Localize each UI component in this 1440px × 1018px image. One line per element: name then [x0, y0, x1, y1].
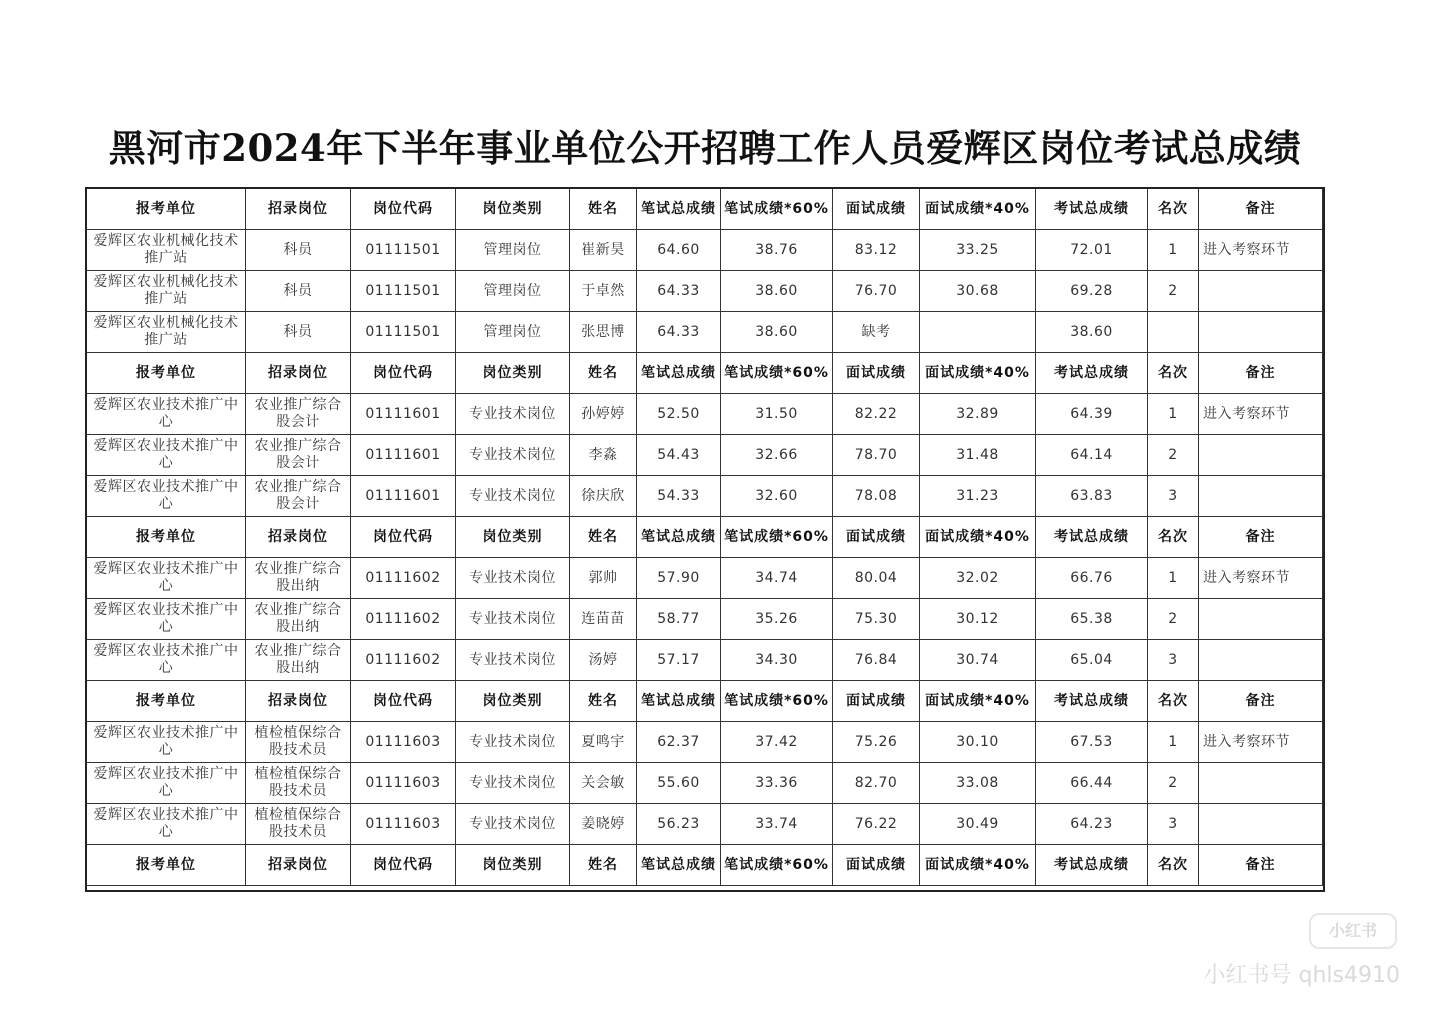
- cell-unit: 爱辉区农业机械化技术推广站: [87, 271, 246, 312]
- cell-written-total: 55.60: [637, 763, 721, 804]
- cell-category: 专业技术岗位: [456, 476, 570, 517]
- cell-position: 农业推广综合股出纳: [246, 558, 351, 599]
- header-code: 岗位代码: [351, 845, 456, 886]
- cell-written-60: 33.74: [721, 804, 833, 845]
- header-interview-40: 面试成绩*40%: [920, 189, 1036, 230]
- cell-code: 01111601: [351, 394, 456, 435]
- cell-interview: 75.26: [833, 722, 920, 763]
- cell-position: 植检植保综合股技术员: [246, 722, 351, 763]
- table-row: [87, 476, 1323, 517]
- header-category: 岗位类别: [456, 681, 570, 722]
- header-remark: 备注: [1199, 353, 1323, 394]
- header-code: 岗位代码: [351, 189, 456, 230]
- cell-position: 农业推广综合股出纳: [246, 640, 351, 681]
- table-row: [87, 763, 1323, 804]
- cell-remark: [1199, 435, 1323, 476]
- cell-category: 专业技术岗位: [456, 763, 570, 804]
- cell-unit: 爱辉区农业技术推广中心: [87, 435, 246, 476]
- watermark-text: 小红书号 qhls4910: [1203, 963, 1400, 988]
- table-header-row: [87, 353, 1323, 394]
- cell-code: 01111602: [351, 599, 456, 640]
- cell-total: 38.60: [1036, 312, 1148, 353]
- cell-total: 64.23: [1036, 804, 1148, 845]
- cell-written-60: 34.30: [721, 640, 833, 681]
- cell-total: 66.76: [1036, 558, 1148, 599]
- cell-name: 汤婷: [570, 640, 637, 681]
- cell-written-60: 32.60: [721, 476, 833, 517]
- header-interview: 面试成绩: [833, 189, 920, 230]
- cell-code: 01111603: [351, 763, 456, 804]
- header-total: 考试总成绩: [1036, 189, 1148, 230]
- table-row: [87, 230, 1323, 271]
- cell-unit: 爱辉区农业技术推广中心: [87, 599, 246, 640]
- header-remark: 备注: [1199, 681, 1323, 722]
- header-written-60: 笔试成绩*60%: [721, 189, 833, 230]
- cell-remark: 进入考察环节: [1199, 722, 1323, 763]
- cell-written-60: 38.60: [721, 271, 833, 312]
- header-total: 考试总成绩: [1036, 845, 1148, 886]
- cell-remark: 进入考察环节: [1199, 558, 1323, 599]
- cell-total: 63.83: [1036, 476, 1148, 517]
- cell-code: 01111601: [351, 476, 456, 517]
- header-name: 姓名: [570, 189, 637, 230]
- cell-code: 01111501: [351, 230, 456, 271]
- cell-position: 科员: [246, 271, 351, 312]
- header-interview: 面试成绩: [833, 681, 920, 722]
- cell-interview-40: 30.12: [920, 599, 1036, 640]
- table-row: [87, 394, 1323, 435]
- cell-unit: 爱辉区农业技术推广中心: [87, 558, 246, 599]
- header-position: 招录岗位: [246, 189, 351, 230]
- xiaohongshu-logo: 小红书: [1309, 913, 1397, 949]
- cell-interview-40: 33.25: [920, 230, 1036, 271]
- cell-written-total: 56.23: [637, 804, 721, 845]
- cell-position: 植检植保综合股技术员: [246, 804, 351, 845]
- cell-interview: 76.70: [833, 271, 920, 312]
- header-category: 岗位类别: [456, 353, 570, 394]
- header-written-total: 笔试总成绩: [637, 353, 721, 394]
- header-unit: 报考单位: [87, 681, 246, 722]
- header-written-total: 笔试总成绩: [637, 517, 721, 558]
- cell-interview-40: 30.68: [920, 271, 1036, 312]
- cell-position: 农业推广综合股会计: [246, 435, 351, 476]
- cell-remark: 进入考察环节: [1199, 394, 1323, 435]
- cell-total: 66.44: [1036, 763, 1148, 804]
- cell-code: 01111603: [351, 722, 456, 763]
- cell-category: 管理岗位: [456, 230, 570, 271]
- cell-written-60: 34.74: [721, 558, 833, 599]
- cell-written-total: 62.37: [637, 722, 721, 763]
- cell-position: 科员: [246, 230, 351, 271]
- table-row: [87, 312, 1323, 353]
- cell-total: 69.28: [1036, 271, 1148, 312]
- cell-written-60: 38.60: [721, 312, 833, 353]
- header-name: 姓名: [570, 353, 637, 394]
- header-interview: 面试成绩: [833, 517, 920, 558]
- header-written-total: 笔试总成绩: [637, 189, 721, 230]
- cell-interview: 缺考: [833, 312, 920, 353]
- cell-name: 关会敏: [570, 763, 637, 804]
- cell-code: 01111602: [351, 558, 456, 599]
- table-row: [87, 722, 1323, 763]
- cell-rank: 2: [1148, 599, 1199, 640]
- header-rank: 名次: [1148, 681, 1199, 722]
- cell-name: 张思博: [570, 312, 637, 353]
- header-interview-40: 面试成绩*40%: [920, 353, 1036, 394]
- header-unit: 报考单位: [87, 189, 246, 230]
- header-category: 岗位类别: [456, 517, 570, 558]
- header-name: 姓名: [570, 681, 637, 722]
- cell-category: 专业技术岗位: [456, 722, 570, 763]
- header-written-60: 笔试成绩*60%: [721, 845, 833, 886]
- cell-name: 连苗苗: [570, 599, 637, 640]
- header-rank: 名次: [1148, 845, 1199, 886]
- cell-rank: 3: [1148, 476, 1199, 517]
- cell-interview: 82.70: [833, 763, 920, 804]
- header-code: 岗位代码: [351, 681, 456, 722]
- cell-category: 专业技术岗位: [456, 640, 570, 681]
- cell-rank: 1: [1148, 230, 1199, 271]
- cell-position: 科员: [246, 312, 351, 353]
- cell-name: 李淼: [570, 435, 637, 476]
- cell-name: 孙婷婷: [570, 394, 637, 435]
- cell-interview-40: 32.89: [920, 394, 1036, 435]
- cell-written-total: 64.33: [637, 312, 721, 353]
- cell-rank: 2: [1148, 271, 1199, 312]
- cell-interview: 83.12: [833, 230, 920, 271]
- cell-written-total: 57.17: [637, 640, 721, 681]
- table-row: [87, 804, 1323, 845]
- table-row: [87, 599, 1323, 640]
- header-name: 姓名: [570, 517, 637, 558]
- cell-category: 专业技术岗位: [456, 558, 570, 599]
- cell-rank: 1: [1148, 558, 1199, 599]
- cell-written-total: 57.90: [637, 558, 721, 599]
- header-category: 岗位类别: [456, 845, 570, 886]
- cell-written-total: 54.33: [637, 476, 721, 517]
- cell-rank: 3: [1148, 804, 1199, 845]
- cell-interview-40: [920, 312, 1036, 353]
- cell-interview: 76.22: [833, 804, 920, 845]
- table-row: [87, 271, 1323, 312]
- header-total: 考试总成绩: [1036, 681, 1148, 722]
- cell-written-total: 54.43: [637, 435, 721, 476]
- header-written-60: 笔试成绩*60%: [721, 517, 833, 558]
- cell-name: 郭帅: [570, 558, 637, 599]
- cell-written-total: 64.60: [637, 230, 721, 271]
- header-total: 考试总成绩: [1036, 353, 1148, 394]
- cell-code: 01111501: [351, 271, 456, 312]
- cell-written-60: 32.66: [721, 435, 833, 476]
- table-header-row: [87, 681, 1323, 722]
- header-position: 招录岗位: [246, 845, 351, 886]
- table-row: [87, 640, 1323, 681]
- cell-written-total: 52.50: [637, 394, 721, 435]
- cell-total: 65.38: [1036, 599, 1148, 640]
- cell-remark: [1199, 763, 1323, 804]
- header-interview-40: 面试成绩*40%: [920, 517, 1036, 558]
- cell-category: 管理岗位: [456, 312, 570, 353]
- cell-position: 农业推广综合股会计: [246, 476, 351, 517]
- cell-interview: 78.70: [833, 435, 920, 476]
- cell-remark: [1199, 312, 1323, 353]
- cell-name: 夏鸣宇: [570, 722, 637, 763]
- cell-unit: 爱辉区农业机械化技术推广站: [87, 312, 246, 353]
- cell-position: 农业推广综合股出纳: [246, 599, 351, 640]
- cell-position: 农业推广综合股会计: [246, 394, 351, 435]
- cell-unit: 爱辉区农业技术推广中心: [87, 722, 246, 763]
- cell-written-total: 64.33: [637, 271, 721, 312]
- header-position: 招录岗位: [246, 517, 351, 558]
- cell-remark: [1199, 804, 1323, 845]
- cell-written-total: 58.77: [637, 599, 721, 640]
- table-header-row: [87, 517, 1323, 558]
- cell-total: 64.14: [1036, 435, 1148, 476]
- header-position: 招录岗位: [246, 681, 351, 722]
- header-unit: 报考单位: [87, 517, 246, 558]
- cell-rank: 2: [1148, 435, 1199, 476]
- table-row: [87, 435, 1323, 476]
- cell-interview-40: 31.23: [920, 476, 1036, 517]
- header-category: 岗位类别: [456, 189, 570, 230]
- cell-written-60: 31.50: [721, 394, 833, 435]
- header-position: 招录岗位: [246, 353, 351, 394]
- header-interview: 面试成绩: [833, 353, 920, 394]
- header-interview-40: 面试成绩*40%: [920, 681, 1036, 722]
- cell-interview-40: 33.08: [920, 763, 1036, 804]
- cell-remark: [1199, 271, 1323, 312]
- cell-total: 72.01: [1036, 230, 1148, 271]
- header-written-60: 笔试成绩*60%: [721, 353, 833, 394]
- cell-unit: 爱辉区农业机械化技术推广站: [87, 230, 246, 271]
- cell-rank: 1: [1148, 394, 1199, 435]
- cell-unit: 爱辉区农业技术推广中心: [87, 763, 246, 804]
- cell-interview-40: 30.74: [920, 640, 1036, 681]
- cell-name: 姜晓婷: [570, 804, 637, 845]
- header-written-total: 笔试总成绩: [637, 681, 721, 722]
- header-code: 岗位代码: [351, 353, 456, 394]
- table-header-row: [87, 189, 1323, 230]
- table-row: [87, 558, 1323, 599]
- cell-unit: 爱辉区农业技术推广中心: [87, 640, 246, 681]
- header-written-60: 笔试成绩*60%: [721, 681, 833, 722]
- cell-remark: [1199, 640, 1323, 681]
- cell-interview-40: 30.10: [920, 722, 1036, 763]
- cell-total: 64.39: [1036, 394, 1148, 435]
- header-rank: 名次: [1148, 517, 1199, 558]
- cell-written-60: 37.42: [721, 722, 833, 763]
- cell-written-60: 38.76: [721, 230, 833, 271]
- cell-written-60: 35.26: [721, 599, 833, 640]
- cell-remark: [1199, 476, 1323, 517]
- cell-unit: 爱辉区农业技术推广中心: [87, 476, 246, 517]
- cell-written-60: 33.36: [721, 763, 833, 804]
- cell-interview: 75.30: [833, 599, 920, 640]
- cell-category: 专业技术岗位: [456, 599, 570, 640]
- score-table: [86, 188, 1323, 886]
- cell-name: 崔新昊: [570, 230, 637, 271]
- cell-remark: [1199, 599, 1323, 640]
- cell-total: 65.04: [1036, 640, 1148, 681]
- document-title: 黑河市2024年下半年事业单位公开招聘工作人员爱辉区岗位考试总成绩: [108, 126, 1302, 170]
- cell-rank: 3: [1148, 640, 1199, 681]
- header-unit: 报考单位: [87, 353, 246, 394]
- cell-code: 01111501: [351, 312, 456, 353]
- header-interview: 面试成绩: [833, 845, 920, 886]
- cell-interview-40: 30.49: [920, 804, 1036, 845]
- cell-unit: 爱辉区农业技术推广中心: [87, 394, 246, 435]
- header-remark: 备注: [1199, 517, 1323, 558]
- cell-category: 专业技术岗位: [456, 394, 570, 435]
- header-remark: 备注: [1199, 845, 1323, 886]
- header-rank: 名次: [1148, 353, 1199, 394]
- header-unit: 报考单位: [87, 845, 246, 886]
- cell-rank: [1148, 312, 1199, 353]
- header-written-total: 笔试总成绩: [637, 845, 721, 886]
- cell-category: 专业技术岗位: [456, 435, 570, 476]
- cell-code: 01111601: [351, 435, 456, 476]
- header-rank: 名次: [1148, 189, 1199, 230]
- cell-interview: 82.22: [833, 394, 920, 435]
- header-remark: 备注: [1199, 189, 1323, 230]
- header-code: 岗位代码: [351, 517, 456, 558]
- cell-rank: 1: [1148, 722, 1199, 763]
- cell-interview-40: 32.02: [920, 558, 1036, 599]
- cell-position: 植检植保综合股技术员: [246, 763, 351, 804]
- cell-interview-40: 31.48: [920, 435, 1036, 476]
- cell-category: 管理岗位: [456, 271, 570, 312]
- cell-code: 01111602: [351, 640, 456, 681]
- cell-unit: 爱辉区农业技术推广中心: [87, 804, 246, 845]
- cell-interview: 78.08: [833, 476, 920, 517]
- cell-remark: 进入考察环节: [1199, 230, 1323, 271]
- header-total: 考试总成绩: [1036, 517, 1148, 558]
- cell-interview: 80.04: [833, 558, 920, 599]
- cell-name: 于卓然: [570, 271, 637, 312]
- cell-rank: 2: [1148, 763, 1199, 804]
- table-header-row: [87, 845, 1323, 886]
- cell-name: 徐庆欣: [570, 476, 637, 517]
- cell-interview: 76.84: [833, 640, 920, 681]
- cell-category: 专业技术岗位: [456, 804, 570, 845]
- cell-total: 67.53: [1036, 722, 1148, 763]
- header-interview-40: 面试成绩*40%: [920, 845, 1036, 886]
- header-name: 姓名: [570, 845, 637, 886]
- cell-code: 01111603: [351, 804, 456, 845]
